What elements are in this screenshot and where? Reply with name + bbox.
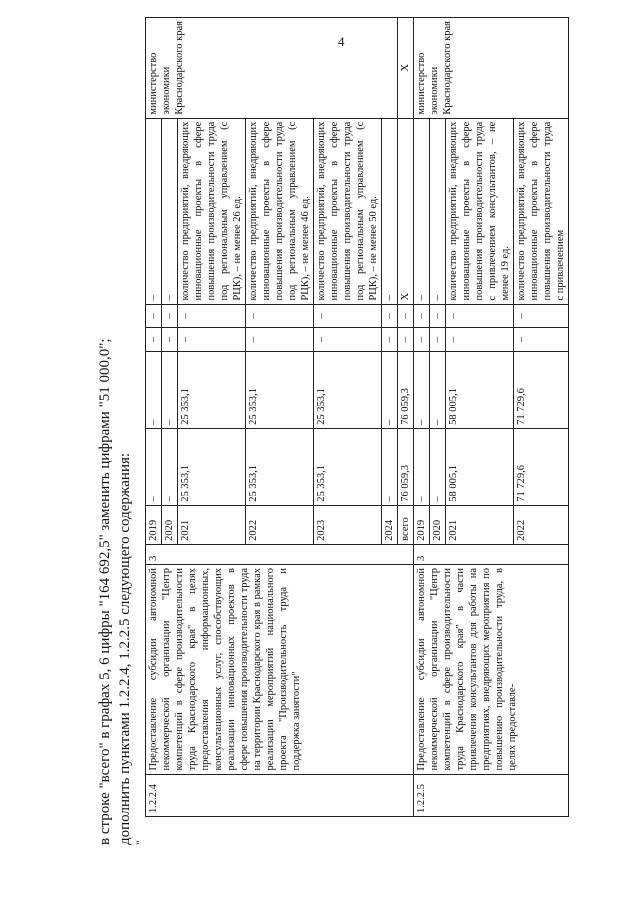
regional-cell: 71 729,6 xyxy=(514,351,569,428)
executor-x-cell: Х xyxy=(398,18,414,119)
executor-cell: министерство экономики Краснодарского края xyxy=(414,18,569,119)
total-cell: 25 353,1 xyxy=(246,428,314,505)
col8-cell: – xyxy=(398,304,414,328)
regional-cell: 25 353,1 xyxy=(314,351,382,428)
total-cell: – xyxy=(162,428,178,505)
col7-cell: – xyxy=(446,328,514,352)
col8-cell: – xyxy=(382,304,398,328)
regional-cell: 58 005,1 xyxy=(446,351,514,428)
measure-description: Предоставление субсидии автономной некоммерческой организации "Центр компетенций в сфере производительности труда Краснодарского края" в части привлечения консультантов для работы на предприятиях, внедряющих мероприятия по повышению производительности труда, в целях предоставле- xyxy=(414,564,569,774)
row-number: 1.2.2.5 xyxy=(414,774,569,816)
col8-cell: – xyxy=(146,304,162,328)
intro-line-2: дополнить пунктами 1.2.2.4, 1.2.2.5 следующего содержания: xyxy=(117,452,133,845)
col8-cell: – xyxy=(446,304,514,328)
funding-source: 3 xyxy=(146,544,414,564)
table-row xyxy=(414,18,430,817)
col7-cell: – xyxy=(414,328,430,352)
year-cell: 2020 xyxy=(430,505,446,544)
opening-quote-mark: " xyxy=(133,840,147,845)
year-cell: 2022 xyxy=(246,505,314,544)
total-cell: 76 059,3 xyxy=(398,428,414,505)
col7-cell: – xyxy=(246,328,314,352)
col8-cell: – xyxy=(414,304,430,328)
intro-line-1: в строке "всего" в графах 5, 6 цифры "164 692,5" заменить цифрами "51 000,0"; xyxy=(97,338,113,845)
year-cell: 2019 xyxy=(146,505,162,544)
measure-description: Предоставление субсидии автономной некоммерческой организации "Центр компетенций в сфере производительности труда Краснодарского края" в целях предоставления информационных, консультационных услуг, способствующих реализации инновационных проектов в сфере повышения производительности труда на территории Краснодарского края в рамках реализации мероприятий национального проекта "Производительность труда и поддержка занятости" xyxy=(146,564,414,774)
result-cell: количество предприятий, внедряющих инновационные проекты в сфере повышения производительности труда с привлечением консультантов, – не менее 19 ед. xyxy=(446,118,514,304)
total-cell: – xyxy=(146,428,162,505)
year-cell: 2021 xyxy=(446,505,514,544)
result-cell: количество предприятий, внедряющих инновационные проекты в сфере повышения производительности труда с привлечением xyxy=(514,118,569,304)
year-cell: 2019 xyxy=(414,505,430,544)
col7-cell: – xyxy=(430,328,446,352)
regional-cell: – xyxy=(414,351,430,428)
col8-cell: – xyxy=(514,304,569,328)
col8-cell: – xyxy=(162,304,178,328)
table-row xyxy=(146,18,162,817)
regional-cell: 25 353,1 xyxy=(246,351,314,428)
intro-text xyxy=(95,25,135,845)
col7-cell: – xyxy=(398,328,414,352)
result-cell: – xyxy=(414,118,430,304)
regional-cell: 25 353,1 xyxy=(178,351,246,428)
total-cell: 58 005,1 xyxy=(446,428,514,505)
col8-cell: – xyxy=(178,304,246,328)
result-cell: – xyxy=(382,118,398,304)
year-cell: 2021 xyxy=(178,505,246,544)
year-cell: всего xyxy=(398,505,414,544)
funding-source: 3 xyxy=(414,544,569,564)
year-cell: 2024 xyxy=(382,505,398,544)
regional-cell: – xyxy=(146,351,162,428)
regional-cell: 76 059,3 xyxy=(398,351,414,428)
executor-cell: министерство экономики Краснодарского края xyxy=(146,18,398,119)
regional-cell: – xyxy=(430,351,446,428)
total-cell: – xyxy=(430,428,446,505)
total-cell: – xyxy=(382,428,398,505)
col7-cell: – xyxy=(146,328,162,352)
total-cell: 25 353,1 xyxy=(178,428,246,505)
result-cell: количество предприятий, внедряющих инновационные проекты в сфере повышения производительности труда под региональным управлением (с РЦК), – не менее 50 ед. xyxy=(314,118,382,304)
col7-cell: – xyxy=(382,328,398,352)
row-number: 1.2.2.4 xyxy=(146,774,414,816)
result-cell: – xyxy=(146,118,162,304)
total-cell: 71 729,6 xyxy=(514,428,569,505)
col7-cell: – xyxy=(162,328,178,352)
year-cell: 2023 xyxy=(314,505,382,544)
col8-cell: – xyxy=(246,304,314,328)
col7-cell: – xyxy=(514,328,569,352)
result-cell: – xyxy=(430,118,446,304)
year-cell: 2022 xyxy=(514,505,569,544)
col7-cell: – xyxy=(314,328,382,352)
total-cell: – xyxy=(414,428,430,505)
page-number: 4 xyxy=(338,34,345,49)
regional-cell: – xyxy=(162,351,178,428)
result-cell: – xyxy=(162,118,178,304)
result-cell: количество предприятий, внедряющих инновационные проекты в сфере повышения производительности труда под региональным управлением (с РЦК), – не менее 26 ед. xyxy=(178,118,246,304)
total-cell: 25 353,1 xyxy=(314,428,382,505)
program-table xyxy=(145,17,569,817)
result-cell: Х xyxy=(398,118,414,304)
result-cell: количество предприятий, внедряющих инновационные проекты в сфере повышения производительности труда под региональным управлением (с РЦК), – не менее 46 ед. xyxy=(246,118,314,304)
col8-cell: – xyxy=(314,304,382,328)
col8-cell: – xyxy=(430,304,446,328)
regional-cell: – xyxy=(382,351,398,428)
year-cell: 2020 xyxy=(162,505,178,544)
col7-cell: – xyxy=(178,328,246,352)
